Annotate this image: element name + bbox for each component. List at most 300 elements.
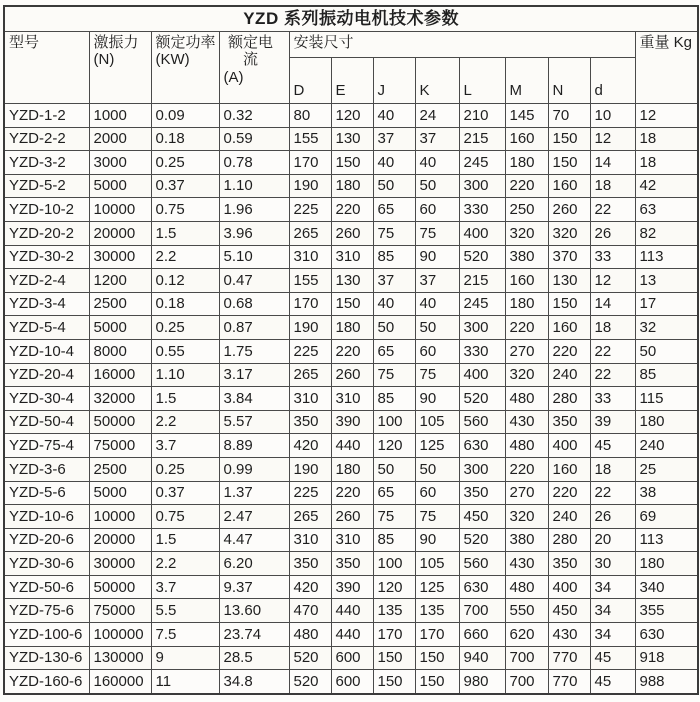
- cell-model: YZD-10-2: [4, 198, 89, 222]
- cell-dim-K: 40: [415, 292, 459, 316]
- cell-dim-D: 80: [289, 104, 331, 128]
- cell-dim-D: 350: [289, 552, 331, 576]
- cell-dim-L: 210: [459, 104, 505, 128]
- cell-dim-E: 150: [331, 292, 373, 316]
- cell-force-n: 2500: [89, 457, 151, 481]
- cell-dim-E: 260: [331, 221, 373, 245]
- cell-weight-kg: 113: [635, 245, 698, 269]
- cell-dim-L: 215: [459, 269, 505, 293]
- cell-dim-K: 135: [415, 599, 459, 623]
- cell-dim-N: 220: [548, 339, 590, 363]
- cell-dim-J: 40: [373, 151, 415, 175]
- cell-dim-J: 150: [373, 670, 415, 694]
- table-row: [4, 198, 698, 222]
- cell-dim-L: 560: [459, 410, 505, 434]
- cell-weight-kg: 240: [635, 434, 698, 458]
- cell-dim-M: 160: [505, 127, 548, 151]
- cell-weight-kg: 82: [635, 221, 698, 245]
- cell-dim-d: 34: [590, 623, 635, 647]
- cell-dim-K: 50: [415, 457, 459, 481]
- cell-dim-d: 39: [590, 410, 635, 434]
- cell-power-kw: 1.5: [151, 221, 219, 245]
- cell-power-kw: 0.25: [151, 316, 219, 340]
- cell-current-a: 1.37: [219, 481, 289, 505]
- cell-dim-L: 400: [459, 221, 505, 245]
- cell-dim-E: 180: [331, 174, 373, 198]
- cell-weight-kg: 113: [635, 528, 698, 552]
- cell-dim-M: 700: [505, 670, 548, 694]
- cell-model: YZD-5-2: [4, 174, 89, 198]
- cell-dim-J: 85: [373, 528, 415, 552]
- cell-model: YZD-75-6: [4, 599, 89, 623]
- cell-dim-N: 150: [548, 151, 590, 175]
- cell-current-a: 8.89: [219, 434, 289, 458]
- cell-dim-d: 22: [590, 339, 635, 363]
- table-row: [4, 245, 698, 269]
- cell-power-kw: 0.25: [151, 151, 219, 175]
- cell-dim-M: 320: [505, 363, 548, 387]
- cell-dim-K: 75: [415, 363, 459, 387]
- cell-power-kw: 0.25: [151, 457, 219, 481]
- cell-dim-L: 400: [459, 363, 505, 387]
- cell-dim-D: 520: [289, 670, 331, 694]
- cell-dim-M: 220: [505, 457, 548, 481]
- table-row: [4, 599, 698, 623]
- cell-current-a: 23.74: [219, 623, 289, 647]
- cell-force-n: 30000: [89, 552, 151, 576]
- cell-weight-kg: 180: [635, 552, 698, 576]
- cell-dim-L: 660: [459, 623, 505, 647]
- cell-dim-K: 40: [415, 151, 459, 175]
- col-header-dim-d: d: [590, 58, 635, 104]
- cell-force-n: 32000: [89, 387, 151, 411]
- cell-dim-K: 90: [415, 528, 459, 552]
- cell-power-kw: 2.2: [151, 552, 219, 576]
- cell-power-kw: 3.7: [151, 575, 219, 599]
- cell-current-a: 0.59: [219, 127, 289, 151]
- cell-model: YZD-100-6: [4, 623, 89, 647]
- cell-dim-K: 105: [415, 410, 459, 434]
- cell-dim-M: 180: [505, 292, 548, 316]
- cell-dim-J: 50: [373, 316, 415, 340]
- cell-dim-M: 480: [505, 575, 548, 599]
- cell-current-a: 5.57: [219, 410, 289, 434]
- cell-model: YZD-30-4: [4, 387, 89, 411]
- cell-dim-K: 105: [415, 552, 459, 576]
- cell-dim-K: 150: [415, 646, 459, 670]
- table-row: [4, 575, 698, 599]
- cell-dim-E: 130: [331, 127, 373, 151]
- cell-dim-d: 12: [590, 269, 635, 293]
- cell-current-a: 5.10: [219, 245, 289, 269]
- cell-model: YZD-20-4: [4, 363, 89, 387]
- cell-model: YZD-30-2: [4, 245, 89, 269]
- cell-dim-J: 120: [373, 575, 415, 599]
- cell-current-a: 3.96: [219, 221, 289, 245]
- cell-current-a: 34.8: [219, 670, 289, 694]
- cell-dim-J: 75: [373, 363, 415, 387]
- cell-power-kw: 0.18: [151, 292, 219, 316]
- cell-dim-E: 600: [331, 646, 373, 670]
- cell-weight-kg: 918: [635, 646, 698, 670]
- cell-dim-M: 700: [505, 646, 548, 670]
- cell-current-a: 0.32: [219, 104, 289, 128]
- cell-weight-kg: 18: [635, 151, 698, 175]
- cell-force-n: 75000: [89, 434, 151, 458]
- cell-dim-J: 100: [373, 410, 415, 434]
- cell-dim-M: 145: [505, 104, 548, 128]
- cell-dim-M: 380: [505, 245, 548, 269]
- cell-dim-D: 190: [289, 316, 331, 340]
- cell-dim-d: 26: [590, 505, 635, 529]
- cell-current-a: 1.10: [219, 174, 289, 198]
- cell-dim-L: 245: [459, 292, 505, 316]
- table-row: [4, 292, 698, 316]
- cell-current-a: 3.84: [219, 387, 289, 411]
- cell-dim-N: 160: [548, 316, 590, 340]
- table-row: [4, 339, 698, 363]
- force-label: 激振力: [93, 34, 139, 51]
- cell-weight-kg: 115: [635, 387, 698, 411]
- cell-dim-L: 520: [459, 245, 505, 269]
- cell-power-kw: 1.5: [151, 387, 219, 411]
- cell-force-n: 5000: [89, 174, 151, 198]
- cell-dim-J: 65: [373, 198, 415, 222]
- cell-force-n: 16000: [89, 363, 151, 387]
- cell-dim-E: 220: [331, 198, 373, 222]
- table-row: [4, 269, 698, 293]
- cell-model: YZD-2-2: [4, 127, 89, 151]
- cell-model: YZD-3-4: [4, 292, 89, 316]
- header-row-1: [4, 32, 698, 58]
- cell-dim-L: 700: [459, 599, 505, 623]
- cell-dim-D: 520: [289, 646, 331, 670]
- cell-model: YZD-5-4: [4, 316, 89, 340]
- cell-dim-D: 350: [289, 410, 331, 434]
- col-header-dim-L: L: [459, 58, 505, 104]
- cell-model: YZD-20-6: [4, 528, 89, 552]
- cell-model: YZD-5-6: [4, 481, 89, 505]
- cell-weight-kg: 69: [635, 505, 698, 529]
- table-row: [4, 457, 698, 481]
- cell-dim-E: 600: [331, 670, 373, 694]
- cell-force-n: 2000: [89, 127, 151, 151]
- table-title: YZD 系列振动电机技术参数: [4, 6, 698, 32]
- cell-weight-kg: 25: [635, 457, 698, 481]
- col-header-dim-E: E: [331, 58, 373, 104]
- col-header-dim-M: M: [505, 58, 548, 104]
- cell-power-kw: 5.5: [151, 599, 219, 623]
- cell-model: YZD-130-6: [4, 646, 89, 670]
- cell-dim-M: 320: [505, 221, 548, 245]
- col-header-dim-K: K: [415, 58, 459, 104]
- cell-power-kw: 0.37: [151, 481, 219, 505]
- cell-weight-kg: 18: [635, 127, 698, 151]
- cell-dim-K: 90: [415, 245, 459, 269]
- cell-dim-K: 125: [415, 434, 459, 458]
- cell-weight-kg: 32: [635, 316, 698, 340]
- cell-dim-L: 520: [459, 387, 505, 411]
- cell-current-a: 0.78: [219, 151, 289, 175]
- motor-spec-table: [3, 5, 699, 695]
- cell-dim-K: 125: [415, 575, 459, 599]
- cell-dim-J: 100: [373, 552, 415, 576]
- cell-dim-E: 120: [331, 104, 373, 128]
- cell-dim-K: 37: [415, 269, 459, 293]
- cell-dim-M: 430: [505, 410, 548, 434]
- col-header-current: [219, 32, 289, 104]
- cell-dim-D: 470: [289, 599, 331, 623]
- cell-dim-K: 50: [415, 174, 459, 198]
- cell-dim-J: 135: [373, 599, 415, 623]
- cell-dim-L: 300: [459, 457, 505, 481]
- cell-power-kw: 3.7: [151, 434, 219, 458]
- cell-power-kw: 11: [151, 670, 219, 694]
- cell-model: YZD-3-2: [4, 151, 89, 175]
- cell-force-n: 130000: [89, 646, 151, 670]
- cell-dim-L: 980: [459, 670, 505, 694]
- cell-dim-J: 65: [373, 481, 415, 505]
- cell-model: YZD-30-6: [4, 552, 89, 576]
- cell-weight-kg: 12: [635, 104, 698, 128]
- cell-dim-M: 550: [505, 599, 548, 623]
- cell-power-kw: 0.75: [151, 198, 219, 222]
- cell-force-n: 20000: [89, 528, 151, 552]
- cell-dim-d: 26: [590, 221, 635, 245]
- cell-dim-N: 280: [548, 528, 590, 552]
- cell-force-n: 20000: [89, 221, 151, 245]
- cell-power-kw: 7.5: [151, 623, 219, 647]
- table-title-row: [4, 6, 698, 32]
- cell-current-a: 6.20: [219, 552, 289, 576]
- cell-dim-J: 37: [373, 127, 415, 151]
- cell-dim-N: 400: [548, 575, 590, 599]
- power-label: 额定功率: [155, 34, 216, 51]
- cell-weight-kg: 630: [635, 623, 698, 647]
- cell-dim-M: 250: [505, 198, 548, 222]
- cell-current-a: 3.17: [219, 363, 289, 387]
- cell-weight-kg: 42: [635, 174, 698, 198]
- cell-dim-K: 60: [415, 481, 459, 505]
- cell-dim-d: 14: [590, 151, 635, 175]
- cell-dim-D: 265: [289, 221, 331, 245]
- cell-model: YZD-3-6: [4, 457, 89, 481]
- table-row: [4, 646, 698, 670]
- cell-dim-J: 75: [373, 221, 415, 245]
- col-header-model: 型号: [4, 32, 89, 104]
- table-row: [4, 670, 698, 694]
- cell-force-n: 50000: [89, 410, 151, 434]
- cell-dim-L: 300: [459, 316, 505, 340]
- cell-weight-kg: 340: [635, 575, 698, 599]
- cell-dim-d: 22: [590, 363, 635, 387]
- cell-model: YZD-160-6: [4, 670, 89, 694]
- cell-dim-D: 310: [289, 528, 331, 552]
- cell-force-n: 1000: [89, 104, 151, 128]
- cell-dim-L: 630: [459, 575, 505, 599]
- cell-dim-M: 220: [505, 316, 548, 340]
- table-row: [4, 104, 698, 128]
- cell-dim-J: 85: [373, 387, 415, 411]
- cell-dim-K: 50: [415, 316, 459, 340]
- cell-dim-D: 310: [289, 387, 331, 411]
- cell-dim-M: 380: [505, 528, 548, 552]
- cell-current-a: 2.47: [219, 505, 289, 529]
- cell-current-a: 0.87: [219, 316, 289, 340]
- cell-dim-J: 85: [373, 245, 415, 269]
- cell-dim-L: 215: [459, 127, 505, 151]
- cell-dim-D: 190: [289, 174, 331, 198]
- cell-force-n: 30000: [89, 245, 151, 269]
- cell-dim-N: 220: [548, 481, 590, 505]
- cell-dim-E: 440: [331, 623, 373, 647]
- cell-dim-d: 30: [590, 552, 635, 576]
- cell-dim-M: 620: [505, 623, 548, 647]
- cell-dim-L: 350: [459, 481, 505, 505]
- cell-current-a: 13.60: [219, 599, 289, 623]
- cell-dim-D: 310: [289, 245, 331, 269]
- cell-dim-N: 240: [548, 363, 590, 387]
- cell-dim-D: 225: [289, 339, 331, 363]
- cell-current-a: 9.37: [219, 575, 289, 599]
- cell-dim-L: 330: [459, 339, 505, 363]
- cell-dim-E: 260: [331, 363, 373, 387]
- cell-dim-D: 155: [289, 269, 331, 293]
- cell-dim-L: 450: [459, 505, 505, 529]
- cell-force-n: 10000: [89, 505, 151, 529]
- cell-dim-N: 280: [548, 387, 590, 411]
- cell-dim-K: 170: [415, 623, 459, 647]
- cell-dim-M: 480: [505, 387, 548, 411]
- power-unit: (KW): [155, 51, 190, 69]
- cell-dim-J: 170: [373, 623, 415, 647]
- cell-dim-N: 770: [548, 646, 590, 670]
- cell-dim-M: 220: [505, 174, 548, 198]
- cell-dim-D: 155: [289, 127, 331, 151]
- cell-model: YZD-75-4: [4, 434, 89, 458]
- table-row: [4, 410, 698, 434]
- cell-dim-E: 130: [331, 269, 373, 293]
- cell-power-kw: 0.12: [151, 269, 219, 293]
- cell-dim-d: 20: [590, 528, 635, 552]
- cell-weight-kg: 63: [635, 198, 698, 222]
- cell-power-kw: 9: [151, 646, 219, 670]
- cell-power-kw: 0.09: [151, 104, 219, 128]
- cell-model: YZD-10-4: [4, 339, 89, 363]
- cell-dim-L: 940: [459, 646, 505, 670]
- cell-dim-D: 225: [289, 481, 331, 505]
- cell-dim-N: 160: [548, 457, 590, 481]
- cell-dim-N: 150: [548, 127, 590, 151]
- cell-dim-N: 450: [548, 599, 590, 623]
- col-header-force: [89, 32, 151, 104]
- cell-force-n: 8000: [89, 339, 151, 363]
- cell-dim-E: 260: [331, 505, 373, 529]
- cell-weight-kg: 988: [635, 670, 698, 694]
- cell-dim-E: 390: [331, 575, 373, 599]
- cell-dim-M: 320: [505, 505, 548, 529]
- cell-force-n: 5000: [89, 316, 151, 340]
- cell-current-a: 0.47: [219, 269, 289, 293]
- cell-dim-d: 45: [590, 434, 635, 458]
- cell-weight-kg: 17: [635, 292, 698, 316]
- cell-force-n: 50000: [89, 575, 151, 599]
- cell-dim-M: 270: [505, 481, 548, 505]
- cell-weight-kg: 85: [635, 363, 698, 387]
- cell-dim-E: 440: [331, 434, 373, 458]
- cell-dim-D: 225: [289, 198, 331, 222]
- cell-dim-M: 180: [505, 151, 548, 175]
- cell-dim-D: 420: [289, 575, 331, 599]
- cell-dim-L: 245: [459, 151, 505, 175]
- cell-dim-D: 480: [289, 623, 331, 647]
- cell-dim-D: 170: [289, 151, 331, 175]
- cell-power-kw: 0.18: [151, 127, 219, 151]
- cell-dim-d: 45: [590, 646, 635, 670]
- cell-model: YZD-20-2: [4, 221, 89, 245]
- cell-dim-J: 120: [373, 434, 415, 458]
- cell-model: YZD-10-6: [4, 505, 89, 529]
- cell-dim-J: 37: [373, 269, 415, 293]
- cell-dim-E: 310: [331, 528, 373, 552]
- cell-current-a: 1.75: [219, 339, 289, 363]
- col-header-dim-J: J: [373, 58, 415, 104]
- table-row: [4, 552, 698, 576]
- col-header-mounting-dims: 安装尺寸: [289, 32, 635, 58]
- cell-dim-N: 150: [548, 292, 590, 316]
- table-row: [4, 387, 698, 411]
- cell-current-a: 0.99: [219, 457, 289, 481]
- cell-dim-d: 18: [590, 457, 635, 481]
- cell-dim-d: 10: [590, 104, 635, 128]
- cell-dim-E: 180: [331, 316, 373, 340]
- cell-dim-L: 330: [459, 198, 505, 222]
- cell-dim-N: 260: [548, 198, 590, 222]
- cell-dim-d: 45: [590, 670, 635, 694]
- cell-force-n: 1200: [89, 269, 151, 293]
- table-row: [4, 174, 698, 198]
- cell-dim-M: 160: [505, 269, 548, 293]
- table-row: [4, 528, 698, 552]
- cell-model: YZD-1-2: [4, 104, 89, 128]
- cell-dim-d: 33: [590, 245, 635, 269]
- cell-dim-d: 22: [590, 481, 635, 505]
- cell-dim-d: 18: [590, 316, 635, 340]
- cell-model: YZD-2-4: [4, 269, 89, 293]
- cell-power-kw: 2.2: [151, 410, 219, 434]
- cell-dim-E: 150: [331, 151, 373, 175]
- cell-dim-d: 18: [590, 174, 635, 198]
- cell-weight-kg: 355: [635, 599, 698, 623]
- cell-dim-E: 220: [331, 481, 373, 505]
- table-row: [4, 434, 698, 458]
- cell-dim-K: 150: [415, 670, 459, 694]
- table-row: [4, 221, 698, 245]
- cell-force-n: 10000: [89, 198, 151, 222]
- cell-dim-d: 33: [590, 387, 635, 411]
- cell-dim-L: 630: [459, 434, 505, 458]
- table-row: [4, 505, 698, 529]
- cell-force-n: 2500: [89, 292, 151, 316]
- cell-dim-M: 430: [505, 552, 548, 576]
- cell-dim-N: 160: [548, 174, 590, 198]
- cell-weight-kg: 38: [635, 481, 698, 505]
- col-header-dim-N: N: [548, 58, 590, 104]
- cell-dim-d: 12: [590, 127, 635, 151]
- cell-dim-N: 240: [548, 505, 590, 529]
- cell-dim-M: 480: [505, 434, 548, 458]
- cell-power-kw: 0.75: [151, 505, 219, 529]
